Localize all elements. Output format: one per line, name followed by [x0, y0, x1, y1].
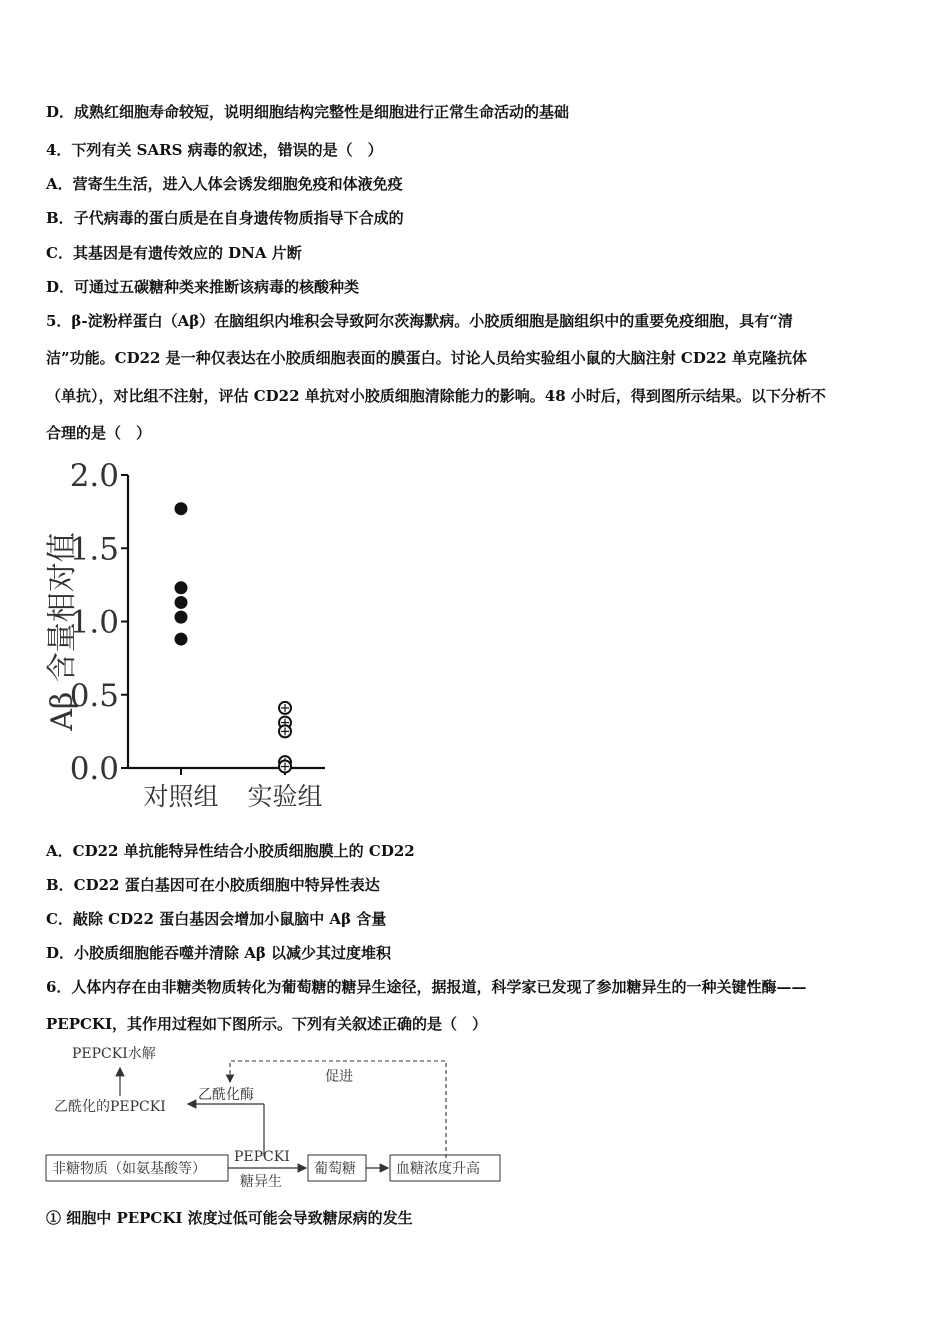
- gluconeogenesis-flow-diagram: [40, 1038, 510, 1193]
- q5-option-d: D．小胶质细胞能吞噬并清除 Aβ 以减少其过度堆积: [46, 944, 392, 962]
- question-4: 4．下列有关 SARS 病毒的叙述，错误的是（ ）: [46, 141, 383, 159]
- data-point: [175, 502, 188, 515]
- question-5-line1: 5．β-淀粉样蛋白（Aβ）在脑组织内堆积会导致阿尔茨海默病。小胶质细胞是脑组织中的重要免疫细胞，具有“清: [46, 312, 793, 330]
- glucose-label: 葡萄糖: [314, 1161, 356, 1177]
- q4-option-c: C．其基因是有遗传效应的 DNA 片断: [46, 244, 302, 262]
- acetylated-pepcki-label: 乙酰化的PEPCKI: [54, 1099, 166, 1115]
- question-5-line4: 合理的是（ ）: [46, 424, 152, 442]
- question-5-line2: 洁”功能。CD22 是一种仅表达在小胶质细胞表面的膜蛋白。讨论人员给实验组小鼠的大脑注射 CD22 单克隆抗体: [46, 349, 807, 367]
- x-category-label: 对照组: [143, 782, 219, 811]
- data-point: [175, 633, 188, 646]
- result-label: 血糖浓度升高: [396, 1161, 480, 1177]
- acetylase-label: 乙酰化酶: [198, 1087, 254, 1103]
- q4-option-b: B．子代病毒的蛋白质是在自身遗传物质指导下合成的: [46, 209, 404, 227]
- y-axis-label: Aβ 含量相对值: [45, 532, 80, 731]
- x-category-label: 实验组: [247, 782, 323, 811]
- q4-option-d: D．可通过五碳糖种类来推断该病毒的核酸种类: [46, 278, 360, 296]
- y-tick-label: 1.5: [69, 531, 119, 568]
- source-label: 非糖物质（如氨基酸等）: [52, 1161, 206, 1177]
- pepcki-enzyme-label: PEPCKI: [234, 1149, 290, 1165]
- data-point: [175, 581, 188, 594]
- abeta-scatter-chart: [40, 455, 340, 820]
- q6-statement-1: ① 细胞中 PEPCKI 浓度过低可能会导致糖尿病的发生: [46, 1209, 413, 1227]
- y-tick-label: 1.0: [69, 604, 119, 641]
- data-point: [175, 596, 188, 609]
- question-5-line3: （单抗），对比组不注射，评估 CD22 单抗对小胶质细胞清除能力的影响。48 小时后，得到图所示结果。以下分析不: [46, 387, 826, 405]
- data-point: [175, 611, 188, 624]
- q5-option-b: B．CD22 蛋白基因可在小胶质细胞中特异性表达: [46, 876, 380, 894]
- line-d-prev: D．成熟红细胞寿命较短，说明细胞结构完整性是细胞进行正常生命活动的基础: [46, 103, 570, 121]
- pepcki-hydrolysis-label: PEPCKI水解: [72, 1046, 156, 1062]
- q4-option-a: A．营寄生生活，进入人体会诱发细胞免疫和体液免疫: [46, 175, 403, 193]
- y-tick-label: 2.0: [69, 458, 119, 494]
- question-6-line2: PEPCKI，其作用过程如下图所示。下列有关叙述正确的是（ ）: [46, 1015, 487, 1033]
- promote-label: 促进: [325, 1069, 353, 1085]
- q5-option-a: A．CD22 单抗能特异性结合小胶质细胞膜上的 CD22: [46, 842, 415, 860]
- q5-option-c: C．敲除 CD22 蛋白基因会增加小鼠脑中 Aβ 含量: [46, 910, 387, 928]
- y-tick-label: 0.5: [69, 677, 119, 714]
- y-tick-label: 0.0: [69, 751, 119, 787]
- gluconeogenesis-label: 糖异生: [240, 1174, 282, 1190]
- question-6-line1: 6．人体内存在由非糖类物质转化为葡萄糖的糖异生途径，据报道，科学家已发现了参加糖异生的一种关键性酶——: [46, 978, 807, 996]
